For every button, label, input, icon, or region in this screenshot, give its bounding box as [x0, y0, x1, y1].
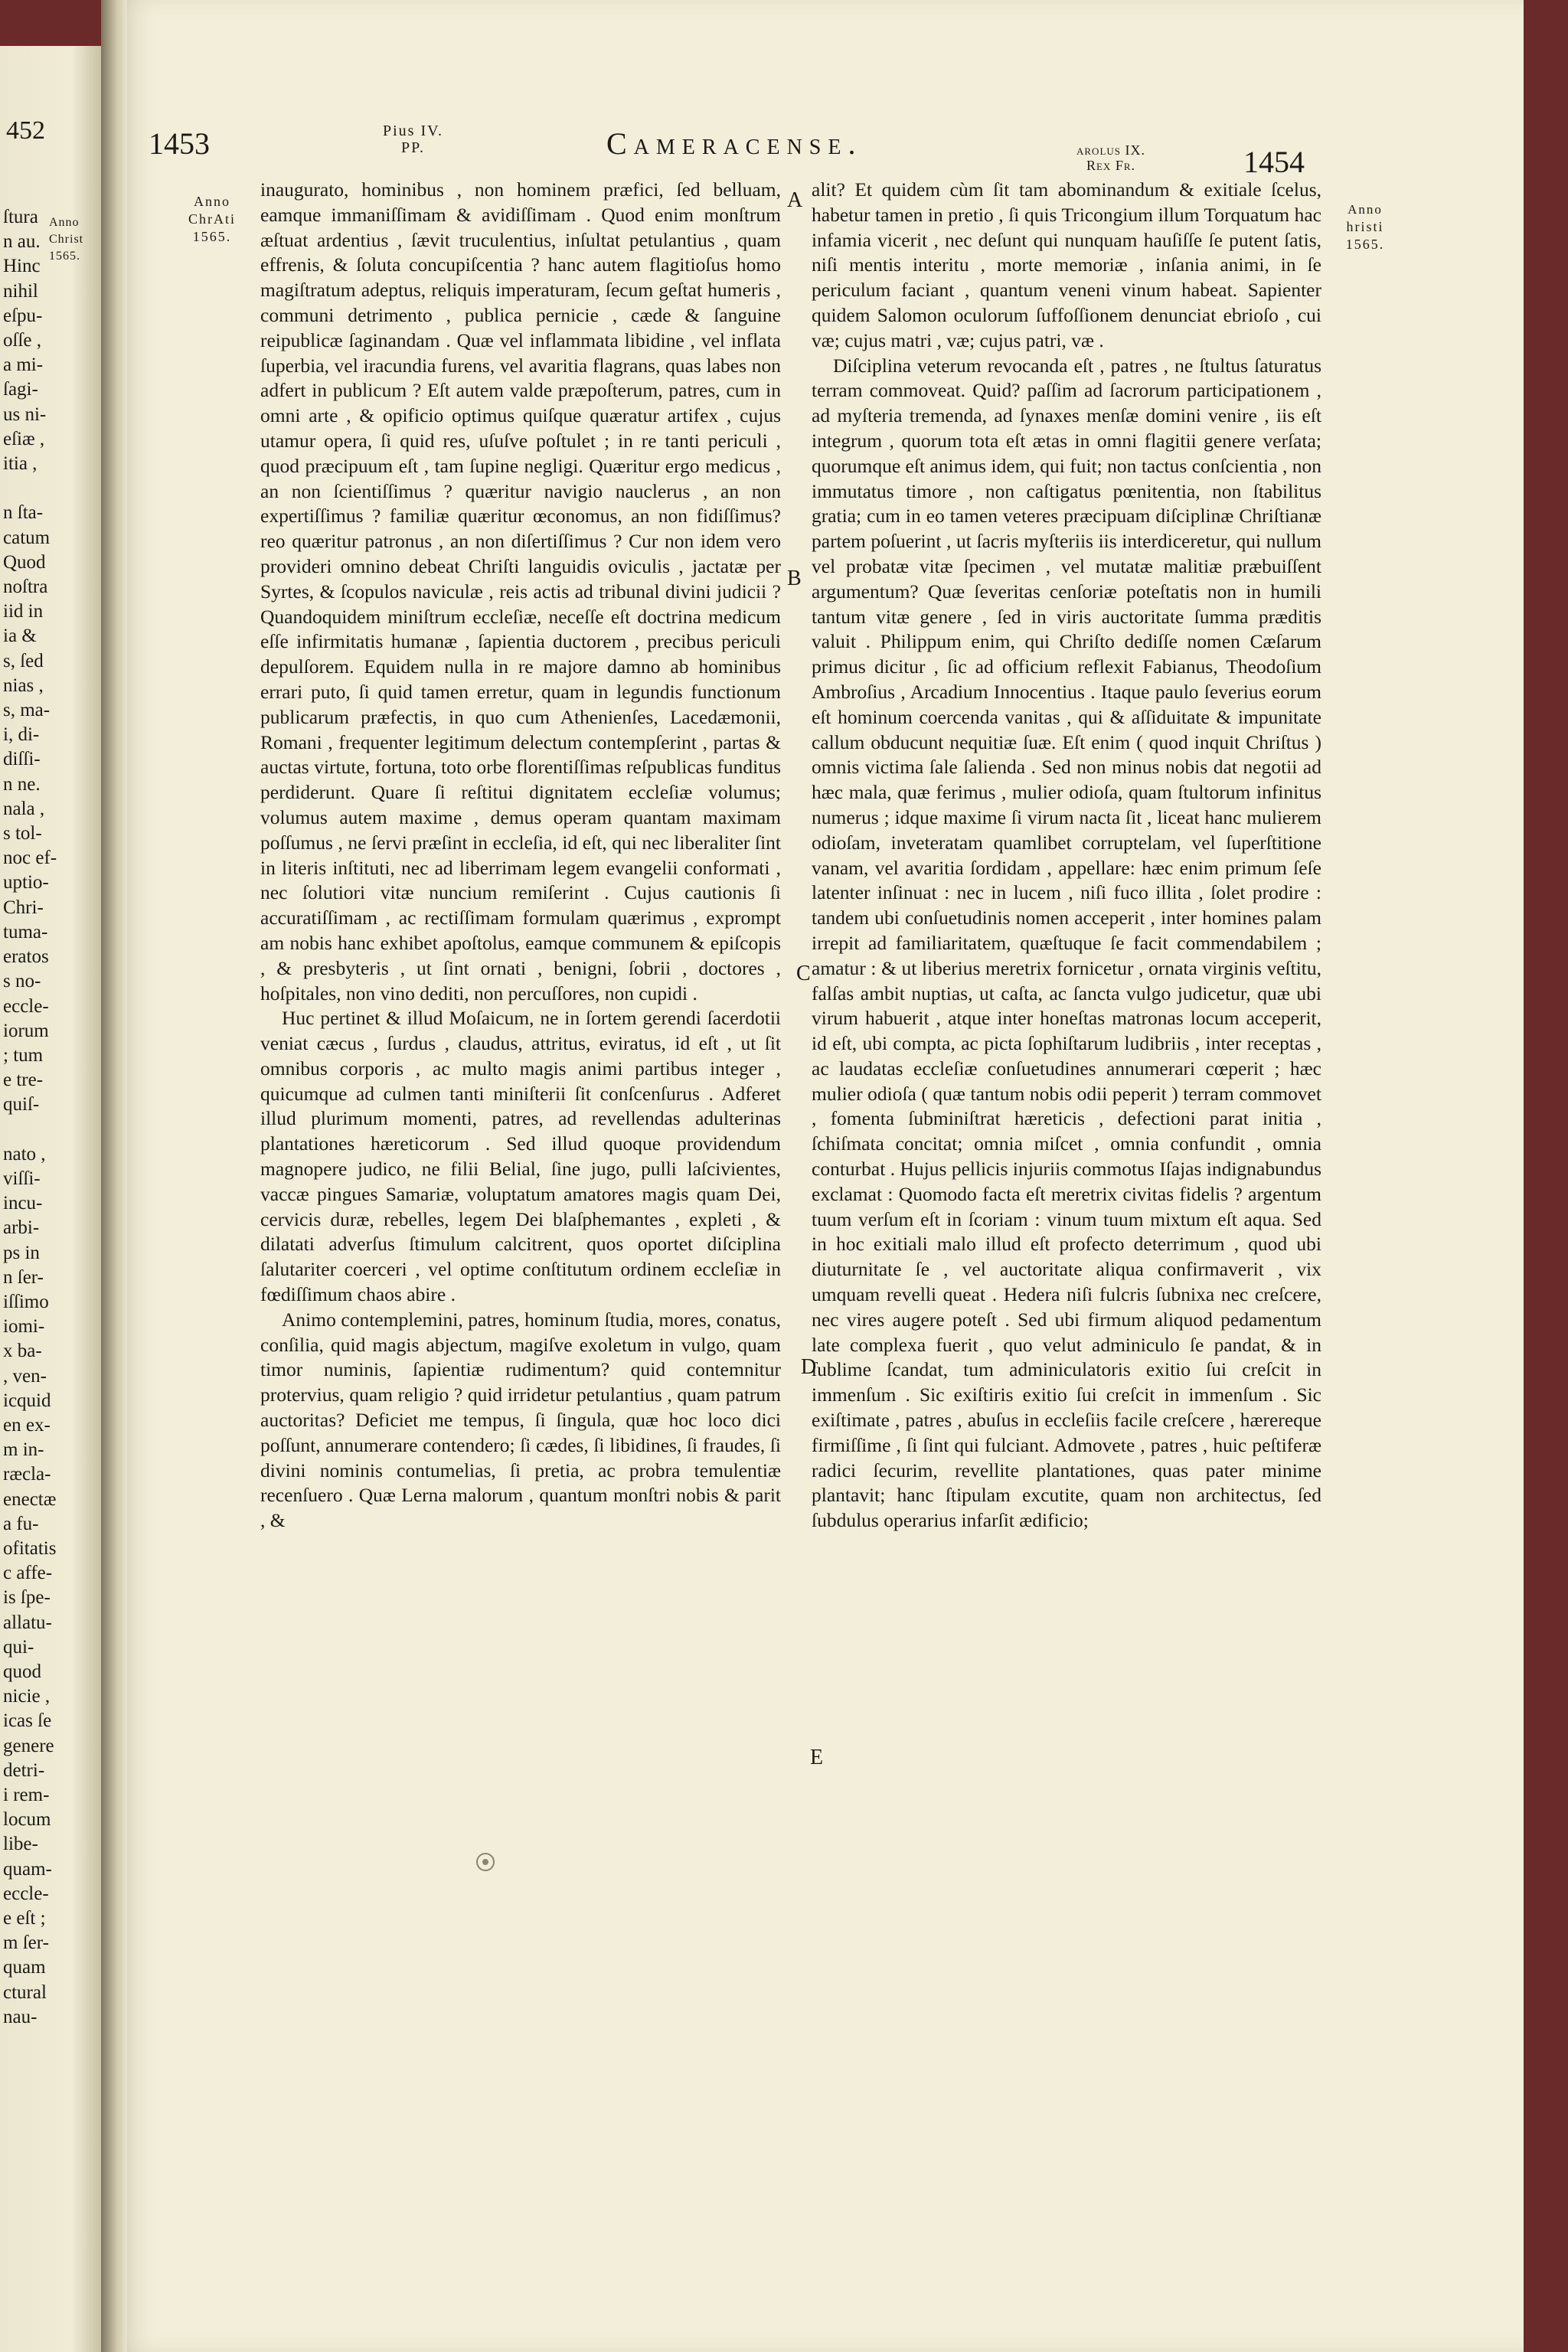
- left-page-line: quam-: [3, 1858, 52, 1880]
- left-page-line: uptio-: [3, 872, 49, 893]
- left-page-line: iomi-: [3, 1316, 45, 1338]
- ornament-icon: [476, 1853, 495, 1871]
- left-page-line: eccle-: [3, 995, 49, 1017]
- running-head-king: arolus IX. Rex Fr.: [1076, 142, 1145, 173]
- left-page-line: genere: [3, 1735, 54, 1756]
- left-page-line: eratos: [3, 946, 49, 968]
- paragraph: Animo contemplemini, patres, hominum ſtudia, mores, conatus, conſilia, quid magis abjectum, magiſve exoletum in vulgo, quam timor numinis, ſapientiæ rudimentum? quid contemnitur protervius, quam religio ? quid irridetur petulantius , quam patrum auctoritas? Deficiet me tempus, ſi ſingula, quæ hoc loco dici poſſunt, annumerare contendero; ſi cædes, ſi libidines, ſi fraudes, ſi divini nominis contumelias, ſi pretia, ac probra temulentiæ recenſuero . Quæ Lerna malorum , quantum monſtri nobis & parit , &: [260, 1308, 781, 1532]
- margin-note-year-right: Anno hristi 1565.: [1345, 202, 1385, 252]
- section-letter-c: C: [796, 962, 811, 985]
- left-page-line: [3, 1118, 46, 1142]
- left-page-line: x ba-: [3, 1341, 42, 1362]
- left-page-line: i rem-: [3, 1785, 50, 1805]
- running-head-pope: Pius IV. PP.: [383, 122, 443, 156]
- left-page-line: n au.: [3, 231, 41, 253]
- left-page-line: locum: [3, 1809, 51, 1831]
- left-page-line: s no-: [3, 971, 41, 992]
- paragraph: alit? Et quidem cùm ſit tam abominandum & exitiale ſcelus, habetur tamen in pretio , ſi quis Tricongium illum Torquatum hac infamia vicerit , nec deſunt qui nunquam hauſiſſe ſe putent ſatis, niſi mentis interitu , morte memoriæ , inſania animi, in ſe periculum faciant , quantum veneni vinum habeat. Sapienter quidem Salomon oculorum ſuffoſſionem denunciat ebrioſo , cui væ; cujus matri , væ; cujus patri, væ .: [812, 178, 1321, 351]
- left-page-line-fragments: [3, 205, 57, 2030]
- left-page-line: nato ,: [3, 1143, 46, 1165]
- left-page-line: e eſt ;: [3, 1908, 46, 1929]
- left-page-line: ; tum: [3, 1044, 44, 1066]
- left-page-line: ofitatis: [3, 1537, 57, 1559]
- left-page-line: ctural: [3, 1981, 47, 2003]
- left-page-line: allatu-: [3, 1612, 52, 1633]
- left-page-line: e tre-: [3, 1070, 44, 1091]
- paragraph: inaugurato, hominibus , non hominem præfici, ſed belluam, eamque immaniſſimam & avidiſſimam . Quod enim monſtrum æſtuat ardentius , ſævit truculentius, inſultat petulantius , quam effrenis, & ſoluta concupiſcentia ? hanc autem flagitioſus homo magiſtratum adeptus, reliquis imperaturam, ſecum geſtat humeris , communi detrimento , publica pernicie , cæde & ſanguine reipublicæ ſaginandam . Quæ vel inflammata libidine , vel inflata ſuperbia, vel iracundia furens, vel avaritia flagrans, quas labes non adfert in publicum ? Eſt autem valde præpoſterum, patres, cum in omni arte , & opificio optimus quiſque quæratur artifex , cujus utamur opera, ſi quid res, uſuſve poſtulet ; in re tanti periculi , quod præcipuum eſt , tam ſupine negligi. Quæritur ergo medicus , an non ſcientiſſimus ? quæritur navigio nauclerus , an non expertiſſimus ? familiæ quæritur œconomus, an non fidiſſimus? reo quæritur patronus , an non diſertiſſimus ? Cur non idem vero provideri omnino debeat Chriſti languidis oviculis , jactatæ per Syrtes, & ſcopulos naviculæ , reis actis ad tribunal divini judicii ? Quandoquidem miniſtrum eccleſiæ, neceſſe eſt doctrina medicum eſſe infirmitatis humanæ , ſapientia ductorem , precibus periculi depulſorem. Equidem nulla in re majore damno ab hominibus errari puto, ſi quid tamen erretur, quam in legundis functionum publicarum præfectis, in quo cum Athenienſes, Lacedæmonii, Romani , frequenter legitimum delectum contempſerint , partas & auctas virtute, fortuna, toto orbe florentiſſimas reſpublicas funditus perdiderunt. Quare ſi reſtitui dignitatem eccleſiæ volumus; volumus autem maxime , demus operam quantam maximam poſſumus , ne ſervi præſint in eccleſia, id eſt, qui nec liberaliter ſint in literis inſtituti, nec ad liberrimam legem evangelii conformati , nec ſolutiori vitæ nuncium remiſerint . Cujus cautionis ſi accuratiſſimam , ac rectiſſimam formulam quærimus , exprompt am nobis hanc exhibet apoſtolus, eamque communem & epiſcopis , & presbyteris , ut ſint ornati , benigni, ſobrii , doctores , hoſpitales, non vino dediti, non percuſſores, non cupidi .: [260, 178, 781, 1004]
- page-number-left: 1453: [149, 126, 210, 161]
- left-page-line: n ſer-: [3, 1266, 44, 1288]
- left-page-line: noſtra: [3, 577, 48, 598]
- left-page-line: us ni-: [3, 403, 47, 425]
- left-page-line: enectæ: [3, 1488, 57, 1510]
- left-page-line: noc ef-: [3, 848, 57, 869]
- left-page-line: diſſi-: [3, 749, 41, 770]
- left-page-number: 452: [6, 116, 45, 145]
- left-page-line: arbi-: [3, 1217, 40, 1239]
- left-page-line: c affe-: [3, 1563, 53, 1584]
- left-page-line: quod: [3, 1661, 41, 1682]
- margin-note-year-left: Anno ChrAti 1565.: [188, 194, 236, 244]
- left-page-line: n ne.: [3, 773, 41, 795]
- left-page-line: iorum: [3, 1020, 49, 1041]
- left-page-line: ſagi-: [3, 379, 38, 400]
- left-page-line: nihil: [3, 280, 38, 302]
- left-page-line: ſtura: [3, 207, 38, 227]
- page-number-right: 1454: [1243, 145, 1305, 179]
- left-page-line: Chri-: [3, 897, 44, 918]
- left-page-line: itia ,: [3, 453, 38, 475]
- left-page-line: incu-: [3, 1193, 43, 1214]
- running-head-title: Cameracense.: [606, 126, 863, 161]
- paragraph: Diſciplina veterum revocanda eſt , patres , ne ſtultus ſaturatus terram commoveat. Quid? paſſim ad ſacrorum participationem , ad myſteria tremenda, ad ſynaxes menſæ domini venire , iis eſt integrum , quorum tota eſt ætas in omni flagitii genere verſata; quorumque eſt animus idem, qui fuit; non tactus conſcientia , non immutatus timore , non caſtigatus pœnitentia, non ſtabilitus gratia; cum in eo tamen veteres præcipuam diſciplinæ Chriſtianæ partem poſuerint , ut ſacris myſteriis iis interdiceretur, qui nullum vel probatæ vitæ ſpecimen , vel mutatæ malitiæ præbuiſſent argumentum? Quæ ſeveritas cenſoriæ poteſtatis non in humili tantum vitæ genere , ſed in viris auctoritate ſumma præditis valuit . Philippum enim, qui Chriſto dediſſe nomen Cæſarum primus dicitur , ſic ad officium reflexit Fabianus, Theodoſium Ambroſius , Arcadium Innocentius . Itaque paulo ſeverius eorum eſt hominum coercenda vanitas , qui & aſſiduitate & impunitate callum obducunt nequitiæ ſuæ. Eſt enim ( quod inquit Chriſtus ) omnis victima ſale ſalienda . Sed non minus nobis dat negotii ad hæc mala, quæ ferimus , mulier odioſa, quam ſtultorum infinitus numerus ; idque maxime ſi virum nacta ſit , liceat hanc mulierem odioſam, inveteratam quamlibet corruptelam, vel ſuperſtitione vanam, vel avaritia ſordidam , appellare: hæc enim primum ſeſe latenter inſinuat : nec in lucem , niſi fuco illita , ſolet prodire : tandem ubi conſuetudinis nomen acceperit , inter homines palam irrepit ad familiaritatem, quæſtuque ſe facit commendabilem ; amatur : & ut liberius meretrix fornicetur , ornata virginis veſtitu, falſas ambit nuptias, ut caſta, ac ſancta vulgo judicetur, quæ ubi virum habuerit , atque inter honeſtas matronas locum acceperit, id eſt, ubi compta, ac picta ſophiſtarum ludibriis , inter receptas , ac laudatas eccleſiæ conſuetudines annumerari cœperit ; hæc mulier odioſa ( quæ tantum nobis odii peperit ) terram commovet , fomenta ſubminiſtrat hæreticis , defectioni parat initia , ſchiſmata concitat; omnia miſcet , omnia confundit , omnia conturbat . Hujus pellicis injuriis commotus Iſajas indignabundus exclamat : Quomodo facta eſt meretrix civitas fidelis ? argentum tuum verſum eſt in ſcoriam : vinum tuum mixtum eſt aqua. Sed in hoc exitiali malo illud eſt profecto deterrimum , quod ubi diuturnitate ſe , vel auctoritate aliqua confirmaverit , vix umquam revelli queat . Hedera niſi fulcris ſubnixa nec creſcere, nec vires augere poteſt . Sed ubi firmum aliquod pedamentum late complexa fuerit , quo velut adminiculo ſe pandat, & in ſublime ſcandat, tum adminiculatoris exitio ſui creſcit in immenſum . Sic exiſtiris exitio ſui creſcit in immenſum . Sic exiſtimate , patres , abuſus in eccleſiis facile creſcere , hærereque firmiſſime , ſi ſint qui fulciant. Admovete , patres , huic peſtiferæ radici ſecurim, revellite plantationes, quas pater minime plantavit; hanc ſtipulam excutite, quam non architectus, ſed ſubdulus operarius infarſit ædificio;: [812, 354, 1321, 1532]
- section-letter-a: A: [787, 188, 803, 212]
- left-page-line: ia &: [3, 626, 37, 647]
- left-page-line: icquid: [3, 1390, 51, 1411]
- section-letter-b: B: [787, 567, 802, 590]
- book-gutter: [101, 0, 127, 2352]
- left-page-line: oſſe ,: [3, 330, 41, 351]
- section-letter-e: E: [810, 1746, 824, 1769]
- left-page-line: nicie ,: [3, 1686, 51, 1707]
- left-page-line: tuma-: [3, 921, 48, 942]
- left-page-line: Quod: [3, 551, 46, 573]
- left-page-line: eſpu-: [3, 305, 43, 326]
- left-page-line: m ſer-: [3, 1932, 49, 1954]
- left-page-line: catum: [3, 527, 51, 548]
- left-page-line: a fu-: [3, 1513, 39, 1534]
- left-page-line: iſſimo: [3, 1291, 49, 1312]
- left-page-line: qui-: [3, 1636, 34, 1658]
- left-page-line: viſſi-: [3, 1168, 41, 1189]
- left-page-fragment: [0, 46, 101, 2352]
- left-page-line: m in-: [3, 1439, 44, 1461]
- left-page-line: detri-: [3, 1759, 45, 1781]
- left-page-line: libe-: [3, 1834, 38, 1855]
- left-page-line: Hinc: [3, 256, 41, 277]
- left-page-line: ræcla-: [3, 1464, 51, 1485]
- left-page-line: quiſ-: [3, 1094, 40, 1116]
- left-page-line: s, ſed: [3, 650, 44, 671]
- left-page-line: , ven-: [3, 1365, 47, 1387]
- left-page-line: s, ma-: [3, 700, 51, 721]
- left-page-line: nias ,: [3, 675, 44, 696]
- left-page-line: eccle-: [3, 1883, 49, 1904]
- left-page-line: iid in: [3, 601, 44, 622]
- left-page-line: en ex-: [3, 1414, 51, 1436]
- text-column-left: [260, 178, 781, 1534]
- left-page-line: ps in: [3, 1242, 40, 1263]
- left-page-line: nau-: [3, 2006, 38, 2027]
- text-column-right: [812, 178, 1321, 1534]
- left-page-line: eſiæ ,: [3, 428, 45, 449]
- left-page-margin-note: Anno Christ 1565.: [49, 216, 84, 263]
- section-letter-d: D: [801, 1355, 817, 1379]
- page-edge: [1524, 0, 1568, 2352]
- left-page-line: quam: [3, 1957, 46, 1978]
- left-page-line: nala ,: [3, 798, 45, 819]
- left-page-line: i, di-: [3, 724, 40, 746]
- left-page-line: s tol-: [3, 823, 42, 844]
- paragraph: Huc pertinet & illud Moſaicum, ne in ſortem gerendi ſacerdotii veniat cæcus , ſurdus , claudus, attritus, eviratus, id eſt , ut ſit omnibus corporis , ac multo magis animi partibus integer , quicumque ad culmen tanti miniſterii ſit conſcenſurus . Adferet illud plurimum momenti, patres, ad revellendas adulterinas plantationes hæreticorum . Sed illud quoque providendum magnopere judico, ne filii Belial, ſine jugo, pulli laſcivientes, vaccæ pingues Samariæ, voluptatum amatores magis quam Dei, cervicis duræ, rebelles, legem Dei blaſphemantes , expleti , & dilatati adverſus ſtimulum calcitrent, quos oportet diſciplina ſalutariter coerceri , vel optime conſtitutum ordinem eccleſiæ in fœdiſſimum chaos abire .: [260, 1007, 781, 1306]
- left-page-line: icas ſe: [3, 1710, 52, 1732]
- left-page-line: is ſpe-: [3, 1587, 51, 1609]
- left-page-line: n ſta-: [3, 502, 44, 524]
- left-page-line: [3, 476, 46, 501]
- left-page-line: a mi-: [3, 354, 44, 376]
